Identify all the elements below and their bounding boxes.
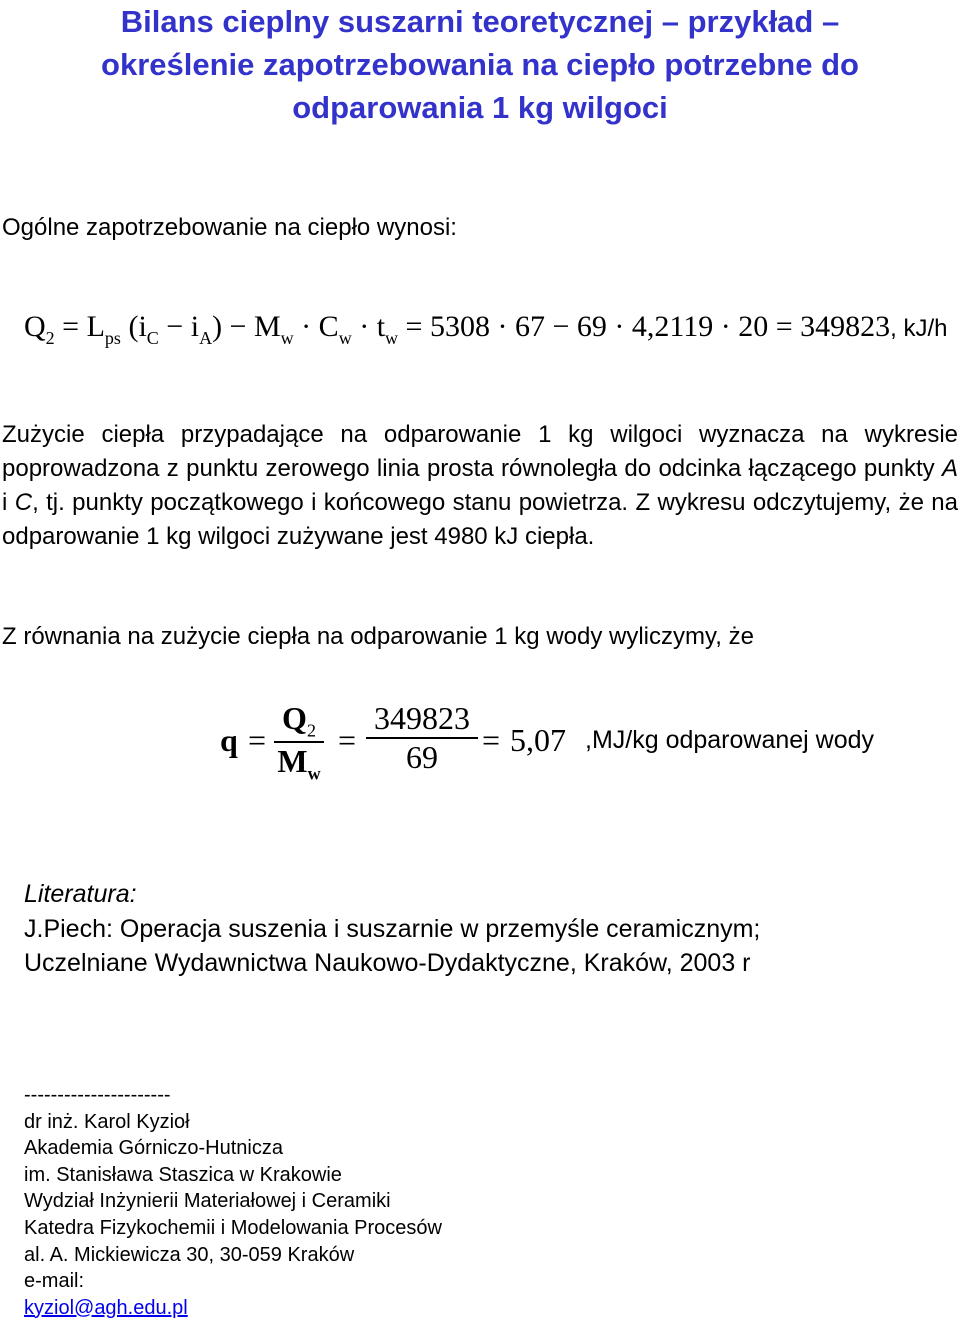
eq2-result: 5,07 <box>510 722 566 758</box>
eq2-frac1-num: Q <box>282 700 307 736</box>
para-line-2: wykresie poprowadzona z punktu zerowego linia prosta równoległa do <box>2 421 958 482</box>
para-line-1: Zużycie ciepła przypadające na odparowanie 1 kg wilgoci wyznacza na <box>2 421 848 448</box>
point-c-label: C <box>14 489 33 516</box>
eq1-C: C <box>318 310 339 343</box>
author-signature <box>24 1082 442 1321</box>
intro-text: Ogólne zapotrzebowanie na ciepło wynosi: <box>2 214 457 241</box>
heat-demand-equation: $Q_2 = L_{ps}$ $(i_C - i_A) - M_w \cdot C_w \cdot t_w = 5308 \cdot 67 - 69 \cdot 4,2119 \cdot 20 = 349823$, kJ/h <box>24 310 948 348</box>
literature-heading: Literatura: <box>24 880 137 908</box>
eq1-values: 5308 · 67 − 69 · 4,2119 · 20 <box>429 310 769 343</box>
eq1-L: L <box>86 310 105 343</box>
eq2-lhs: q <box>220 722 238 758</box>
title-line-3: odparowania 1 kg wilgoci <box>292 90 668 125</box>
reference-line-1: J.Piech: Operacja suszenia i suszarnie w przemyśle ceramicznym; <box>24 915 761 943</box>
eq1-C-sub: w <box>338 328 352 348</box>
page-title <box>0 0 960 129</box>
eq2-unit: ,MJ/kg odparowanej wody <box>585 726 875 754</box>
eq1-lhs-sub: 2 <box>45 328 55 348</box>
eq1-iC-sub: C <box>146 328 159 348</box>
literature-reference <box>24 912 760 980</box>
eq2-frac1-num-sub: 2 <box>306 720 316 741</box>
address: al. A. Mickiewicza 30, 30-059 Kraków <box>24 1243 355 1266</box>
email-link[interactable]: kyziol@agh.edu.pl <box>24 1296 188 1319</box>
eq1-lhs: Q <box>24 310 46 343</box>
eq1-iC: i <box>138 310 147 343</box>
email-label: e-mail: <box>24 1270 85 1293</box>
para-line-3c: , tj. punkty początkowego i końcowego stanu <box>32 489 512 516</box>
eq2-frac2-num: 349823 <box>374 700 470 736</box>
description-paragraph <box>2 418 958 554</box>
eq2-fraction-numeric <box>366 700 478 776</box>
title-line-1: Bilans cieplny suszarni teoretycznej – przykład – <box>120 4 840 39</box>
reference-line-2: Uczelniane Wydawnictwa Naukowo-Dydaktyczne, Kraków, 2003 r <box>24 949 751 977</box>
eq1-unit: , kJ/h <box>890 315 948 342</box>
eq1-L-sub: ps <box>104 328 121 348</box>
para-line-5: zużywane jest 4980 kJ ciepła. <box>276 523 595 550</box>
eq1-t-sub: w <box>385 328 399 348</box>
title-line-2: określenie zapotrzebowania na ciepło potrzebne do <box>101 47 859 82</box>
eq1-t: t <box>376 310 386 343</box>
separator: ---------------------- <box>24 1084 171 1106</box>
eq1-M-sub: w <box>280 328 294 348</box>
para-line-4: powietrza. Z wykresu odczytujemy, że na odparowanie 1 kg wilgoci <box>2 489 958 550</box>
email-line <box>24 1268 442 1321</box>
eq1-result: 349823 <box>800 310 891 343</box>
para-line-3b: i <box>2 489 15 516</box>
eq1-iA-sub: A <box>199 328 213 348</box>
chair: Katedra Fizykochemii i Modelowania Procesów <box>24 1216 442 1239</box>
eq2-fraction-symbolic <box>274 700 324 785</box>
point-a-label: A <box>941 455 958 482</box>
intro2-text: Z równania na zużycie ciepła na odparowanie 1 kg wody wyliczymy, że <box>2 623 754 650</box>
eq1-M: M <box>253 310 281 343</box>
para-line-3a: odcinka łączącego punkty <box>658 455 942 482</box>
org-line-1: Akademia Górniczo-Hutnicza <box>24 1137 283 1160</box>
eq2-frac2-den: 69 <box>406 739 438 775</box>
org-line-2: im. Stanisława Staszica w Krakowie <box>24 1163 342 1186</box>
author-name: dr inż. Karol Kyzioł <box>24 1110 190 1133</box>
department: Wydział Inżynierii Materiałowej i Ceramiki <box>24 1190 391 1213</box>
eq2-frac1-den: M <box>277 743 308 780</box>
eq2-frac1-den-sub: w <box>307 763 321 784</box>
eq1-iA: i <box>190 310 200 343</box>
